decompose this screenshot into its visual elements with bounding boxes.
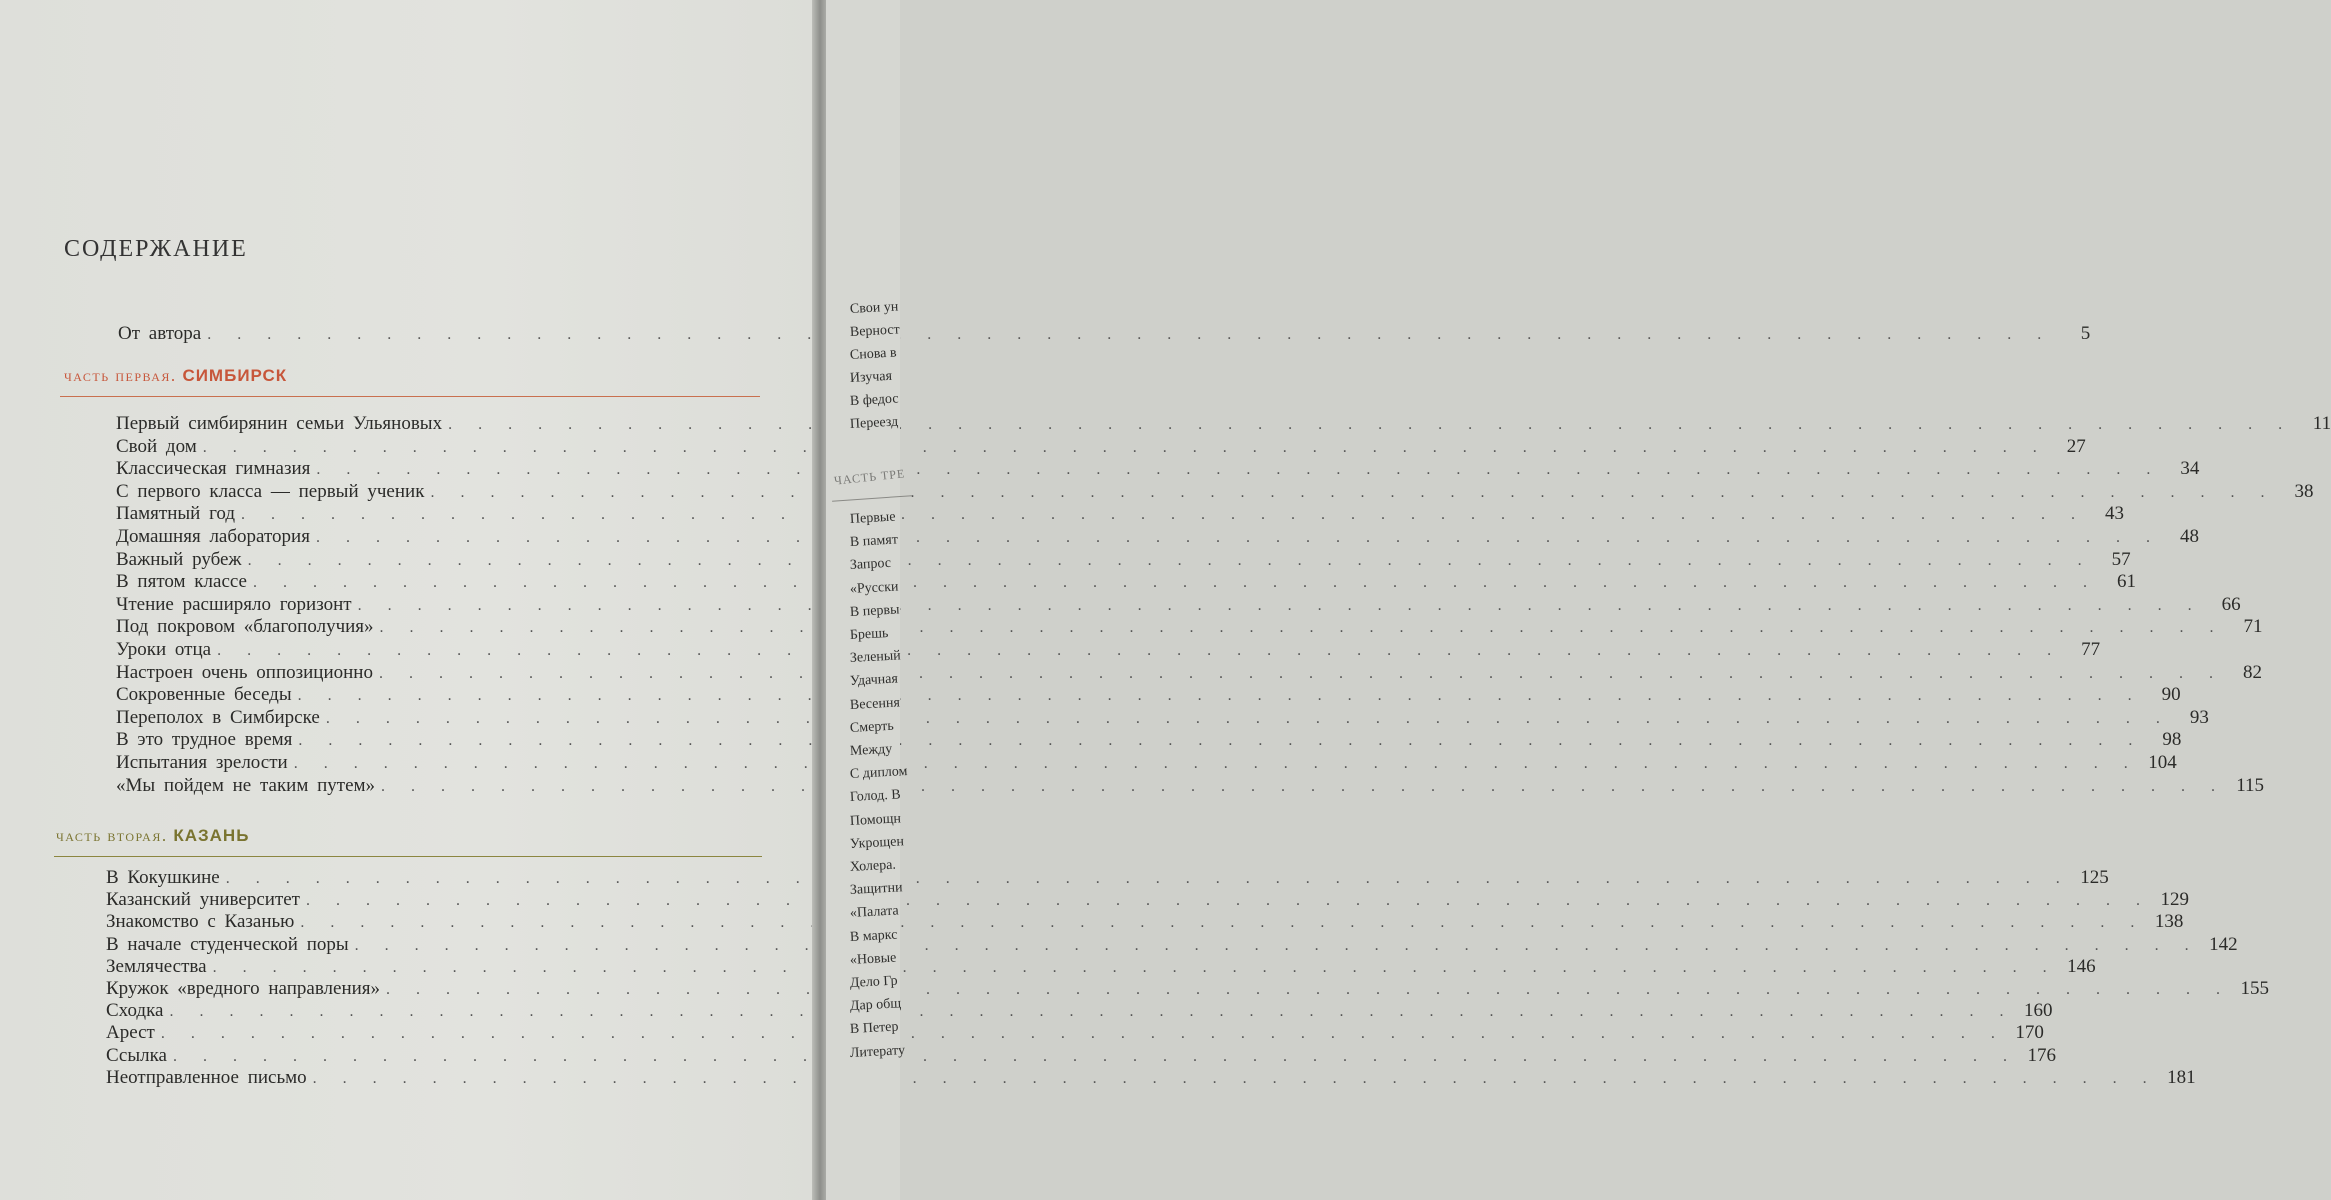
toc-entry-page: 5 (2080, 323, 2091, 344)
toc-entry-page: 160 (2023, 1000, 2053, 1022)
right-page-line: Смерть (849, 718, 895, 736)
toc-entry-title: Испытания зрелости (116, 752, 288, 773)
right-page-line: В первы (849, 602, 900, 620)
toc-entry-page: 61 (2116, 571, 2136, 593)
leader-dots (241, 503, 2086, 527)
toc-entry-title: Классическая гимназия (116, 458, 311, 480)
toc-entry-title: Свой дом (116, 435, 197, 457)
toc-entry-page: 82 (2242, 661, 2262, 683)
right-page-line: Литерату (849, 1042, 906, 1061)
right-page-line: Свои ун (849, 299, 899, 317)
toc-entry-title: Кружок «вредного направления» (106, 978, 381, 999)
right-page-line: В маркс (849, 927, 898, 945)
right-page-line: «Новые (849, 950, 897, 968)
toc-entry-page: 38 (2294, 480, 2314, 502)
right-page-line: Переезд (849, 414, 899, 432)
part-two-rule (54, 856, 762, 857)
leader-dots (298, 684, 2143, 708)
right-page-line: «Русски (849, 579, 899, 597)
right-page-partial (826, 0, 908, 1200)
toc-entry (106, 1066, 2196, 1091)
toc-entry-title: Чтение расширяло горизонт (116, 593, 352, 615)
toc-entry-title: Важный рубеж (116, 548, 242, 570)
toc-entry-page: 66 (2221, 593, 2241, 615)
toc-entry-title: Неотправленное письмо (106, 1066, 307, 1088)
right-page-line: Голод. В (849, 787, 902, 806)
toc-entry-title: Сокровенные беседы (116, 684, 292, 706)
right-page-line: Изучая (849, 368, 893, 386)
right-page-line: Укрощен (849, 833, 905, 852)
toc-entry-title: Настроен очень оппозиционно (116, 661, 373, 683)
toc-entry-page: 11 (2312, 413, 2331, 434)
toc-entry-page: 181 (2167, 1066, 2196, 1088)
toc-entry-page: 142 (2209, 933, 2238, 955)
leader-dots (316, 458, 2161, 482)
toc-entry-title: Домашняя лаборатория (116, 526, 310, 547)
right-page-line: Зеленый (849, 648, 902, 667)
part-one-label: часть первая. (64, 366, 177, 385)
toc-entry-title: В это трудное время (116, 729, 293, 751)
right-page-line: Дело Гр (849, 973, 898, 991)
leader-dots (316, 526, 2161, 550)
toc-entry-page: 104 (2148, 752, 2177, 773)
part-two-city: КАЗАНЬ (173, 826, 250, 845)
leader-dots (207, 323, 2052, 347)
right-page-line: Весення (849, 694, 901, 713)
toc-entry-page: 176 (2027, 1044, 2056, 1066)
toc-entry-title: От автора (118, 323, 202, 344)
right-page-line: Дар общ (849, 996, 902, 1015)
leader-dots (430, 481, 2275, 505)
right-page-line: Брешь (849, 626, 889, 643)
part-two-heading (56, 826, 249, 846)
toc-entry-page: 170 (2015, 1022, 2044, 1044)
right-page-line: С диплом (849, 764, 908, 783)
toc-entry-title: Памятный год (116, 503, 236, 525)
toc-entry-page: 155 (2240, 978, 2270, 999)
toc-entry-page: 90 (2161, 684, 2181, 706)
toc-entry-title: В Кокушкине (106, 867, 220, 888)
right-page-line: В памят (849, 532, 899, 551)
toc-entry (116, 480, 2314, 505)
toc-entry-title: Уроки отца (116, 639, 212, 660)
part-one-city: СИМБИРСК (182, 366, 288, 385)
right-page-line: Между (849, 741, 893, 759)
right-page-rule (832, 495, 912, 502)
leader-dots (313, 1067, 2158, 1091)
toc-entry-page: 48 (2179, 526, 2199, 547)
right-page-line: Холера. (849, 857, 897, 875)
right-page-line: Первые (849, 509, 896, 527)
leader-dots (294, 752, 2139, 776)
toc-entry-page: 27 (2066, 435, 2086, 457)
right-page-line: Верност (849, 322, 901, 340)
toc-entry-title: Арест (106, 1022, 155, 1044)
toc-entry-page: 98 (2162, 729, 2182, 751)
leader-dots (379, 662, 2224, 686)
leader-dots (253, 571, 2098, 595)
toc-entry-page: 146 (2067, 955, 2096, 977)
leader-dots (448, 413, 2293, 437)
toc-entry-title: Переполох в Симбирске (116, 706, 320, 728)
right-page-line: В Петер (849, 1019, 899, 1038)
toc-entry-title: Под покровом «благополучия» (116, 616, 374, 638)
page-title: СОДЕРЖАНИЕ (64, 236, 248, 262)
right-page-line: В федос (849, 391, 899, 409)
right-page-part-label: ЧАСТЬ ТРЕ (833, 466, 906, 488)
toc-entry-page: 138 (2154, 911, 2184, 933)
toc-entry-title: Первый симбирянин семьи Ульяновых (116, 413, 443, 434)
right-page-line: «Палата (849, 903, 900, 922)
toc-entry-title: В начале студенческой поры (106, 933, 349, 955)
toc-entry-title: В пятом классе (116, 571, 247, 593)
toc-entry-title: Ссылка (106, 1044, 167, 1066)
part-one-rule (60, 396, 760, 397)
right-page-line: Защитни (849, 880, 903, 899)
toc-entry-page: 129 (2160, 889, 2189, 911)
toc-entry-title: Сходка (106, 1000, 164, 1022)
leader-dots (298, 729, 2143, 753)
right-page-line: Запрос (849, 556, 892, 574)
toc-entry-title: «Мы пойдем не таким путем» (116, 774, 376, 796)
leader-dots (203, 436, 2048, 460)
toc-entry-page: 71 (2243, 616, 2263, 638)
toc-entry-page: 125 (2080, 867, 2109, 888)
leader-dots (358, 594, 2203, 618)
toc-entry-page: 115 (2236, 774, 2265, 796)
toc-entry (116, 435, 2086, 460)
right-page-line: Удачная (849, 671, 899, 690)
part-one-heading (64, 366, 287, 386)
toc-entry-page: 93 (2189, 706, 2209, 728)
toc-entry-page: 34 (2180, 458, 2200, 480)
toc-entry-title: Землячества (106, 955, 207, 977)
leader-dots (381, 775, 2226, 799)
toc-entry-title: Знакомство с Казанью (106, 911, 295, 933)
leader-dots (380, 616, 2225, 640)
toc-entry-title: С первого класса — первый ученик (116, 480, 425, 502)
leader-dots (326, 707, 2171, 731)
toc-entry-page: 43 (2105, 503, 2125, 525)
toc-entry-title: Казанский университет (106, 889, 300, 911)
toc-entry-page: 57 (2111, 548, 2131, 570)
leader-dots (217, 639, 2062, 663)
leader-dots (248, 549, 2093, 573)
right-page-line: Помощн (849, 810, 902, 829)
part-two-label: часть вторая. (56, 826, 168, 845)
right-page-line: Снова в (849, 345, 897, 363)
toc-entry-page: 77 (2081, 639, 2101, 660)
